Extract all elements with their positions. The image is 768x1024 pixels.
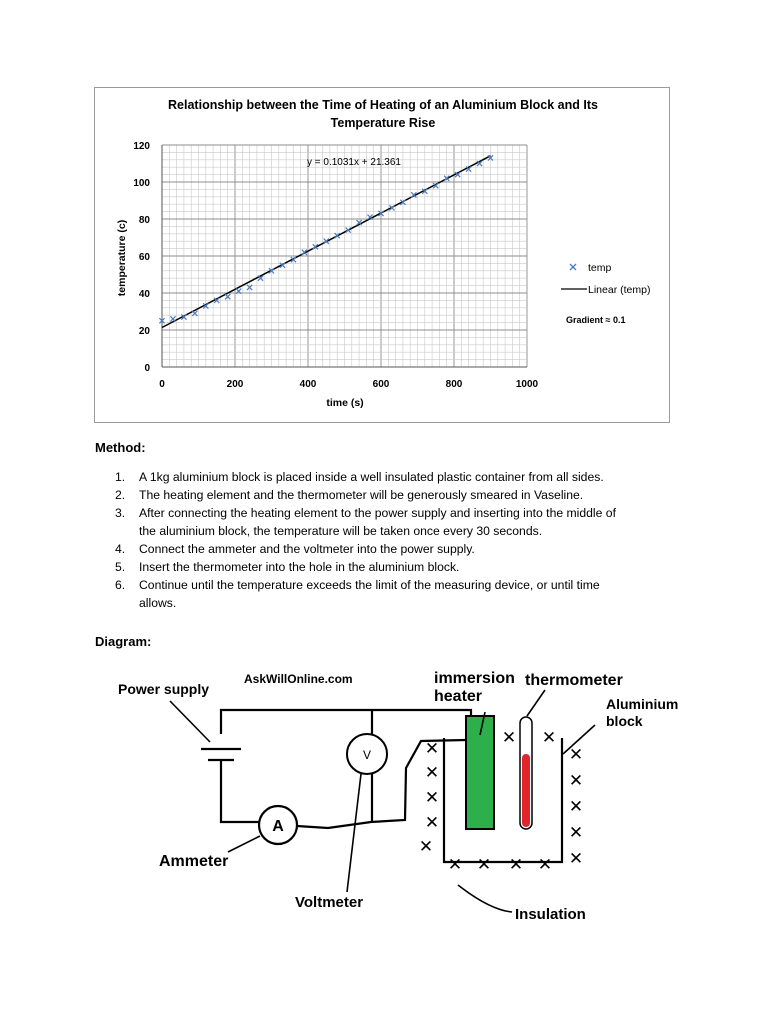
circuit-diagram bbox=[0, 650, 768, 940]
diagram-heading: Diagram: bbox=[95, 634, 152, 649]
label-heater: heater bbox=[434, 688, 483, 705]
chart-grid bbox=[162, 145, 527, 367]
y-tick-label: 40 bbox=[138, 289, 150, 300]
method-step-text: Insert the thermometer into the hole in the aluminium block. bbox=[139, 560, 460, 574]
wire-battery-to-ammeter bbox=[221, 760, 259, 822]
chart-title-line-1: Relationship between the Time of Heating of an Aluminium Block and Its bbox=[168, 98, 598, 112]
method-step-number: 3. bbox=[115, 506, 126, 520]
insulation-cross: ✕ bbox=[447, 855, 463, 875]
method-step bbox=[95, 504, 655, 540]
insulation-cross: ✕ bbox=[424, 813, 440, 833]
label-thermometer: thermometer bbox=[525, 672, 623, 689]
label-ammeter: Ammeter bbox=[159, 853, 229, 870]
chart bbox=[95, 88, 671, 424]
x-tick-label: 600 bbox=[372, 379, 390, 390]
method-step-text: After connecting the heating element to the power supply and inserting into the middle of bbox=[139, 506, 616, 520]
label-watermark: AskWillOnline.com bbox=[244, 672, 353, 686]
y-tick-label: 120 bbox=[133, 141, 150, 152]
insulation-cross: ✕ bbox=[424, 788, 440, 808]
wire-top bbox=[221, 710, 471, 734]
x-tick-label: 400 bbox=[299, 379, 317, 390]
method-step bbox=[95, 486, 655, 504]
method-step-number: 4. bbox=[115, 542, 126, 556]
x-axis-title: time (s) bbox=[326, 397, 364, 409]
label-block: block bbox=[606, 713, 643, 729]
voltmeter-symbol: V bbox=[362, 748, 372, 762]
insulation-cross: ✕ bbox=[476, 855, 492, 875]
legend-marker-temp bbox=[570, 264, 576, 270]
x-tick-label: 800 bbox=[445, 379, 463, 390]
y-axis-title: temperature (c) bbox=[116, 219, 128, 297]
method-step bbox=[95, 576, 655, 612]
method-step-number: 1. bbox=[115, 470, 126, 484]
method-list bbox=[95, 468, 655, 612]
insulation-cross: ✕ bbox=[568, 745, 584, 765]
y-tick-label: 100 bbox=[133, 178, 150, 189]
method-step-text: allows. bbox=[139, 596, 177, 610]
thermometer-liquid bbox=[522, 754, 530, 827]
chart-ticks bbox=[133, 141, 538, 390]
y-tick-label: 20 bbox=[138, 326, 150, 337]
method-step bbox=[95, 540, 655, 558]
pointer-thermometer bbox=[527, 690, 545, 716]
insulation-cross: ✕ bbox=[568, 849, 584, 869]
insulation-cross: ✕ bbox=[568, 771, 584, 791]
y-tick-label: 0 bbox=[144, 363, 150, 374]
data-point bbox=[170, 316, 175, 321]
insulation-cross: ✕ bbox=[424, 763, 440, 783]
insulation-cross: ✕ bbox=[508, 855, 524, 875]
chart-title-line-2: Temperature Rise bbox=[330, 116, 436, 130]
method-step-text: the aluminium block, the temperature will be taken once every 30 seconds. bbox=[139, 524, 543, 538]
method-step-text: Continue until the temperature exceeds the limit of the measuring device, or until time bbox=[139, 578, 600, 592]
method-step-number: 6. bbox=[115, 578, 126, 592]
pointer-insulation bbox=[458, 885, 512, 912]
method-heading: Method: bbox=[95, 440, 146, 455]
label-immersion: immersion bbox=[434, 670, 515, 687]
insulation-cross: ✕ bbox=[418, 837, 434, 857]
label-insulation: Insulation bbox=[515, 906, 586, 923]
trend-equation: y = 0.1031x + 21.361 bbox=[307, 157, 401, 168]
x-tick-label: 1000 bbox=[515, 379, 539, 390]
method-step bbox=[95, 468, 655, 486]
insulation-cross: ✕ bbox=[568, 797, 584, 817]
insulation-cross: ✕ bbox=[537, 855, 553, 875]
insulation-cross: ✕ bbox=[541, 728, 557, 748]
label-aluminium: Aluminium bbox=[606, 696, 679, 712]
label-power-supply: Power supply bbox=[118, 681, 210, 697]
legend bbox=[561, 262, 650, 325]
x-tick-label: 0 bbox=[159, 379, 165, 390]
chart-frame bbox=[94, 87, 670, 423]
pointer-ammeter bbox=[228, 836, 260, 852]
pointer-voltmeter bbox=[347, 774, 361, 892]
method-step-number: 2. bbox=[115, 488, 126, 502]
label-voltmeter: Voltmeter bbox=[295, 894, 364, 911]
ammeter-symbol: A bbox=[272, 818, 284, 835]
insulation-cross: ✕ bbox=[424, 739, 440, 759]
pointer-power-supply bbox=[170, 701, 210, 742]
container bbox=[444, 738, 562, 862]
insulation-cross: ✕ bbox=[568, 823, 584, 843]
method-step-text: A 1kg aluminium block is placed inside a well insulated plastic container from all sides. bbox=[139, 470, 604, 484]
y-tick-label: 80 bbox=[138, 215, 150, 226]
method-step bbox=[95, 558, 655, 576]
x-tick-label: 200 bbox=[226, 379, 244, 390]
method-step-number: 5. bbox=[115, 560, 126, 574]
method-step-text: The heating element and the thermometer will be generously smeared in Vaseline. bbox=[139, 488, 584, 502]
insulation-cross: ✕ bbox=[501, 728, 517, 748]
y-tick-label: 60 bbox=[138, 252, 150, 263]
method-step-text: Connect the ammeter and the voltmeter into the power supply. bbox=[139, 542, 475, 556]
legend-label-temp: temp bbox=[588, 262, 612, 274]
gradient-note: Gradient ≈ 0.1 bbox=[566, 315, 626, 325]
legend-label-linear: Linear (temp) bbox=[588, 284, 651, 296]
